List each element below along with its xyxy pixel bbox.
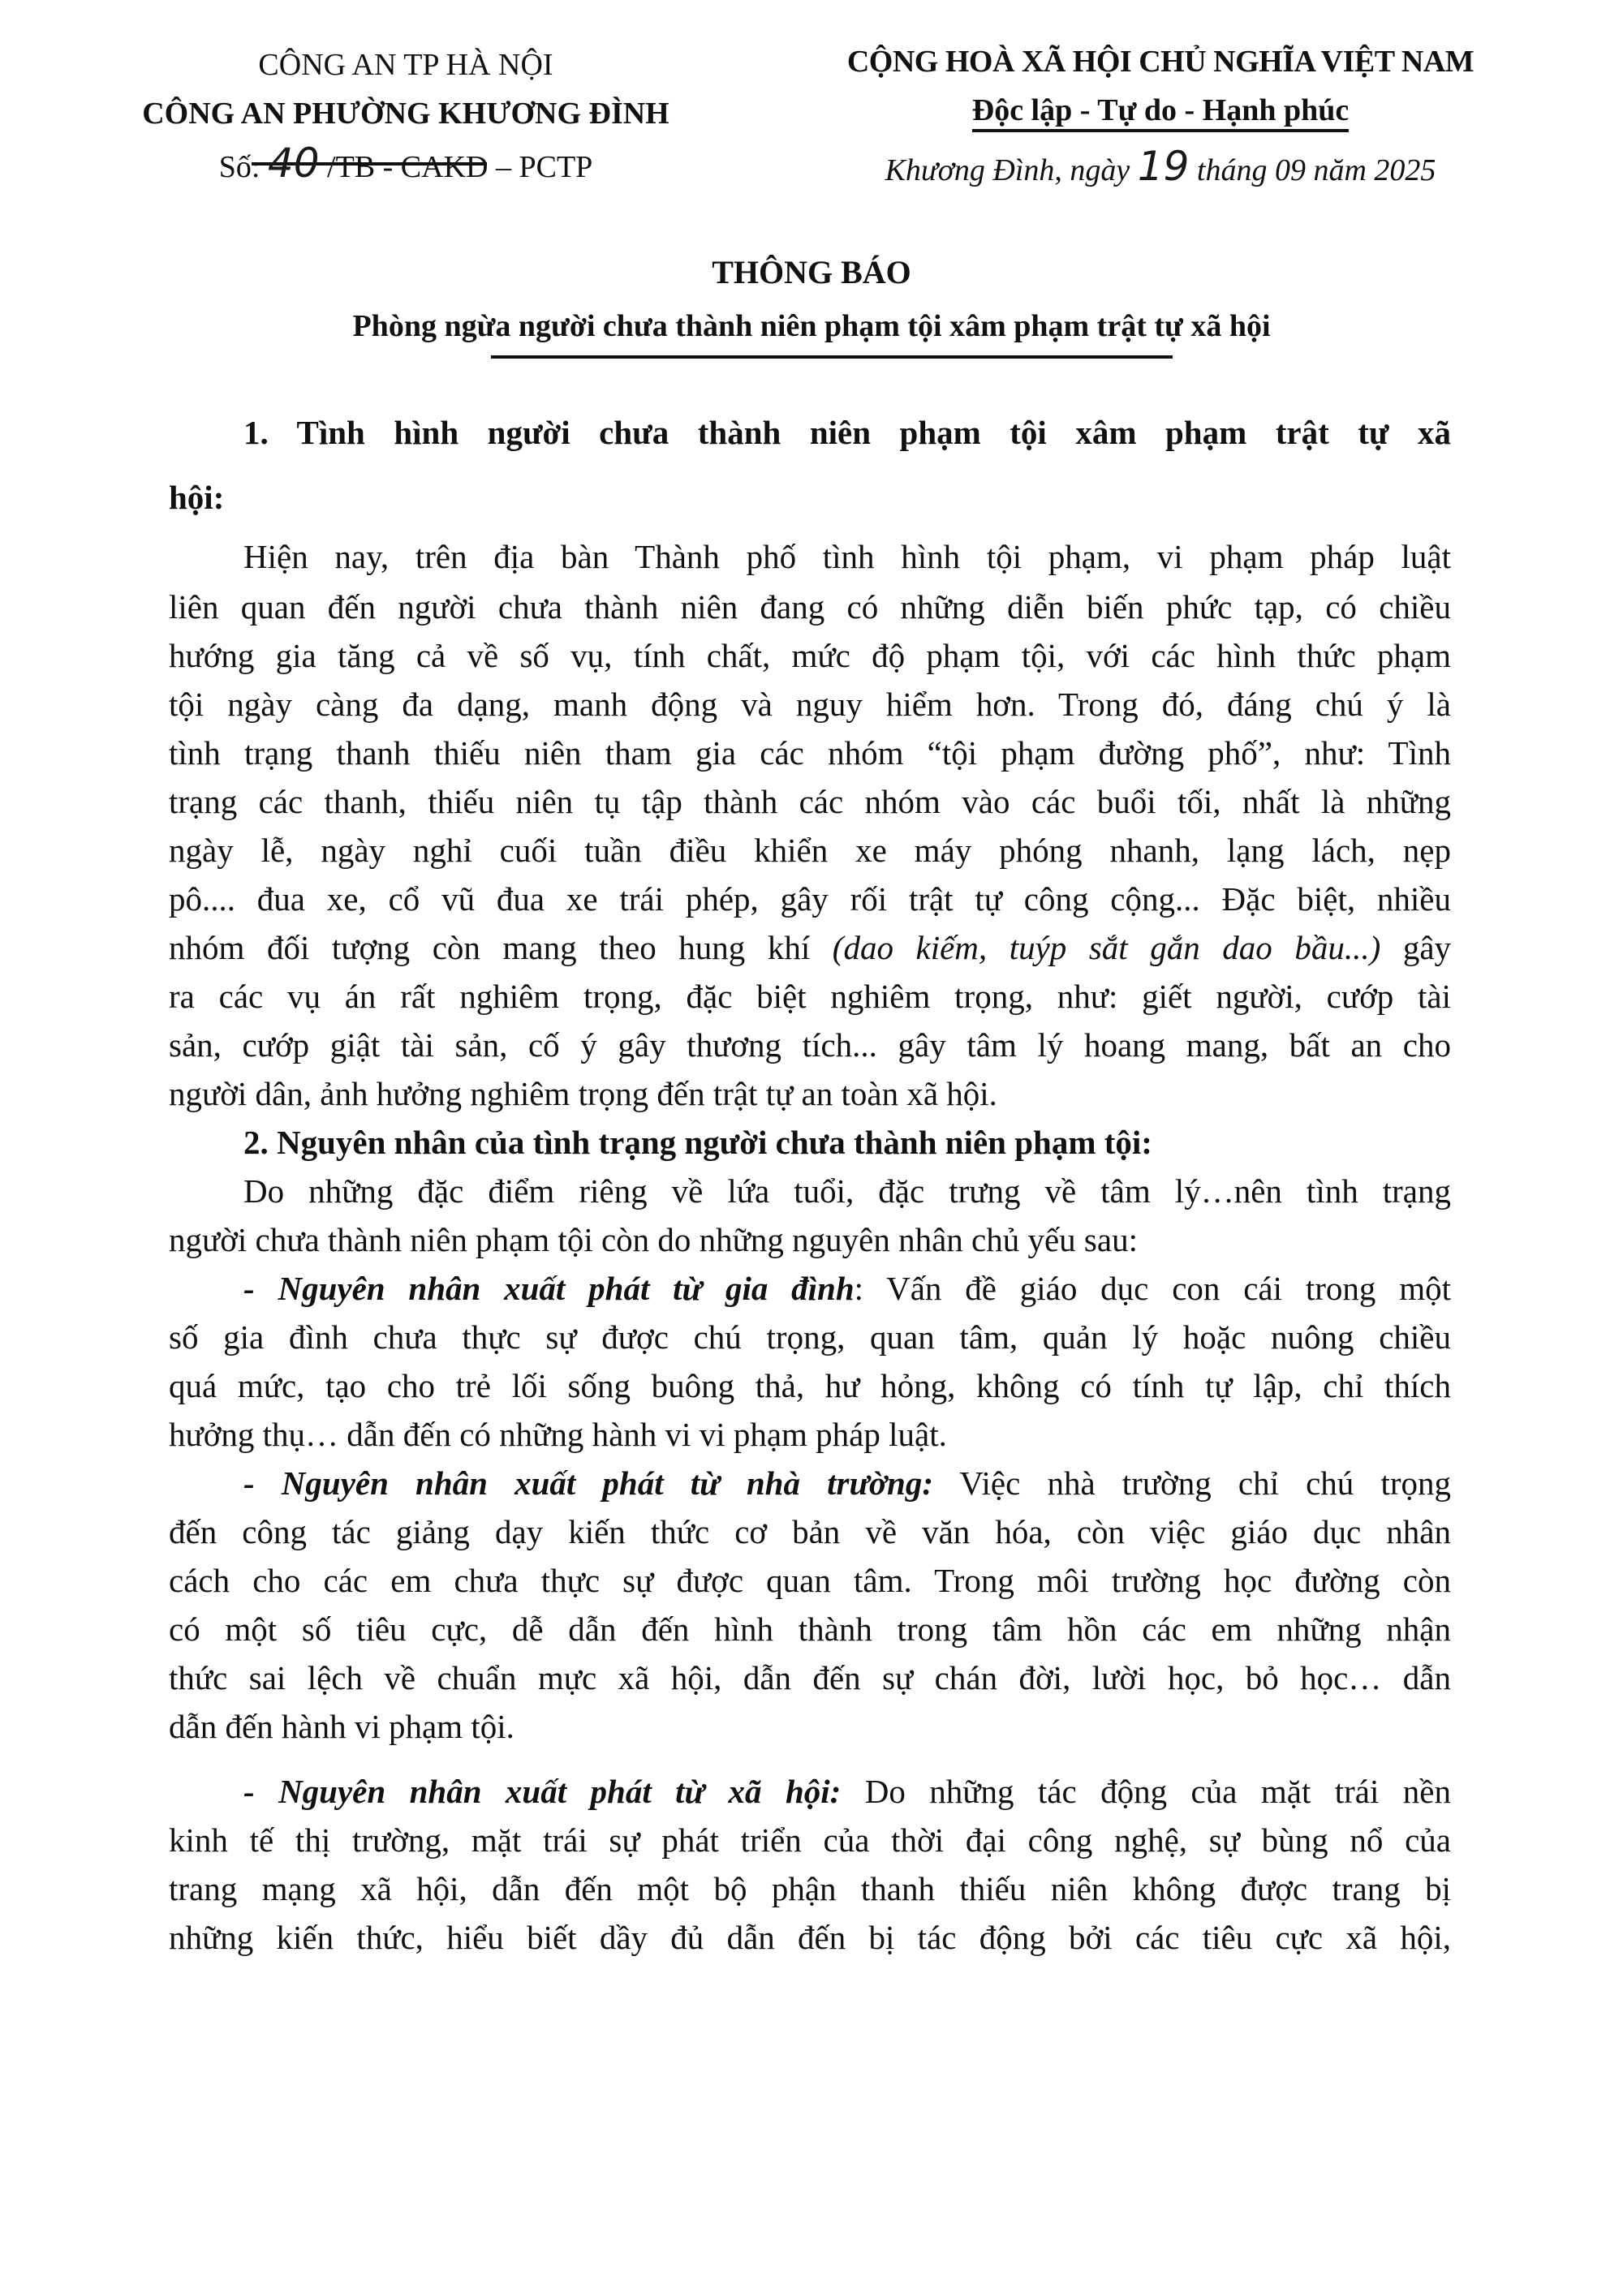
paragraph-line: người chưa thành niên phạm tội còn do những nguyên nhân chủ yếu sau:	[169, 1221, 1138, 1258]
paragraph-line: hưởng thụ… dẫn đến có những hành vi vi phạm pháp luật.	[169, 1416, 947, 1453]
number-label: Số:	[218, 150, 260, 184]
paragraph-line: tình trạng thanh thiếu niên tham gia các nhóm “tội phạm đường phố”, như: Tình	[169, 734, 1451, 772]
paragraph-line	[169, 925, 1451, 971]
text-run: Do những tác động của mặt trái nền	[864, 1773, 1452, 1810]
paragraph-line: quá mức, tạo cho trẻ lối sống buông thả, hư hỏng, không có tính tự lập, chỉ thích	[169, 1367, 1451, 1404]
agency-name-text: CÔNG AN PHƯỜNG KHƯƠNG ĐÌNH	[142, 97, 669, 131]
agency-name	[81, 96, 730, 131]
paragraph-line: liên quan đến người chưa thành niên đang có những diễn biến phức tạp, có chiều	[169, 588, 1451, 626]
cause-society-label: - Nguyên nhân xuất phát từ xã hội:	[243, 1773, 842, 1810]
paragraph-line: trạng các thanh, thiếu niên tụ tập thành các nhóm vào các buổi tối, nhất là những	[169, 783, 1451, 820]
cause-school	[243, 1460, 1451, 1507]
paragraph-line: đến công tác giảng dạy kiến thức cơ bản về văn hóa, còn việc giáo dục nhân	[169, 1513, 1451, 1550]
cause-society	[243, 1769, 1451, 1815]
paragraph-line: thức sai lệch về chuẩn mực xã hội, dẫn đến sự chán đời, lười học, bỏ học… dẫn	[169, 1659, 1451, 1696]
agency-parent: CÔNG AN TP HÀ NỘI	[258, 48, 553, 82]
paragraph-line: hướng gia tăng cả về số vụ, tính chất, mức độ phạm tội, với các hình thức phạm	[169, 637, 1451, 674]
text-run: nhóm đối tượng còn mang theo hung khí	[169, 929, 811, 966]
paragraph-line: số gia đình chưa thực sự được chú trọng, quan tâm, quản lý hoặc nuông chiều	[169, 1318, 1451, 1356]
paragraph-line: trang mạng xã hội, dẫn đến một bộ phận thanh thiếu niên không được trang bị	[169, 1870, 1451, 1907]
document-subtitle: Phòng ngừa người chưa thành niên phạm tội xâm phạm trật tự xã hội	[352, 309, 1271, 343]
text-run: gây	[1402, 929, 1452, 966]
issue-date	[755, 143, 1566, 190]
subtitle-underline	[491, 355, 1173, 359]
number-suffix: /TB - CAKD – PCTP	[327, 150, 593, 184]
paragraph-line: pô.... đua xe, cổ vũ đua xe trái phép, gây rối trật tự công cộng... Đặc biệt, nhiều	[169, 880, 1451, 918]
paragraph-line: sản, cướp giật tài sản, cố ý gây thương tích... gây tâm lý hoang mang, bất an cho	[169, 1026, 1451, 1064]
italic-text-run: (dao kiếm, tuýp sắt gắn dao bầu...)	[832, 929, 1381, 966]
paragraph-line: Hiện nay, trên địa bàn Thành phố tình hình tội phạm, vi phạm pháp luật	[243, 538, 1451, 575]
document-title: THÔNG BÁO	[712, 254, 911, 290]
date-suffix: tháng 09 năm 2025	[1196, 153, 1436, 187]
date-day-handwritten: 19	[1137, 143, 1190, 190]
section-2-heading: 2. Nguyên nhân của tình trạng người chưa thành niên phạm tội:	[243, 1124, 1152, 1161]
section-1-heading: 1. Tình hình người chưa thành niên phạm tội xâm phạm trật tự xã	[243, 414, 1451, 451]
country-name: CỘNG HOÀ XÃ HỘI CHỦ NGHĨA VIỆT NAM	[846, 45, 1474, 79]
motto-text: Độc lập - Tự do - Hạnh phúc	[972, 93, 1350, 132]
cause-school-label: - Nguyên nhân xuất phát từ nhà trường:	[243, 1464, 933, 1502]
paragraph-line: có một số tiêu cực, dễ dẫn đến hình thành trong tâm hồn các em những nhận	[169, 1610, 1451, 1648]
motto	[755, 92, 1566, 128]
text-run: : Vấn đề giáo dục con cái trong một	[854, 1270, 1451, 1307]
paragraph-line: ngày lễ, ngày nghỉ cuối tuần điều khiển xe máy phóng nhanh, lạng lách, nẹp	[169, 832, 1451, 869]
paragraph-line: ra các vụ án rất nghiêm trọng, đặc biệt nghiêm trọng, như: giết người, cướp tài	[169, 978, 1451, 1015]
document-number	[81, 140, 730, 187]
cause-family-label: - Nguyên nhân xuất phát từ gia đình	[243, 1270, 855, 1307]
paragraph-line: người dân, ảnh hưởng nghiêm trọng đến trật tự an toàn xã hội.	[169, 1075, 997, 1112]
paragraph-line: những kiến thức, hiểu biết dầy đủ dẫn đến bị tác động bởi các tiêu cực xã hội,	[169, 1919, 1451, 1956]
paragraph-line: tội ngày càng đa dạng, manh động và nguy hiểm hơn. Trong đó, đáng chú ý là	[169, 686, 1451, 723]
paragraph-line: dẫn đến hành vi phạm tội.	[169, 1708, 514, 1745]
paragraph-line: kinh tế thị trường, mặt trái sự phát triển của thời đại công nghệ, sự bùng nổ của	[169, 1821, 1451, 1859]
cause-family	[243, 1266, 1451, 1312]
text-run: Việc nhà trường chỉ chú trọng	[959, 1464, 1451, 1502]
paragraph-line: Do những đặc điểm riêng về lứa tuổi, đặc trưng về tâm lý…nên tình trạng	[243, 1172, 1451, 1210]
paragraph-line: cách cho các em chưa thực sự được quan tâm. Trong môi trường học đường còn	[169, 1562, 1451, 1599]
section-1-heading-cont: hội:	[169, 479, 225, 516]
date-prefix: Khương Đình, ngày	[885, 153, 1130, 187]
number-handwritten: 40	[267, 140, 320, 187]
